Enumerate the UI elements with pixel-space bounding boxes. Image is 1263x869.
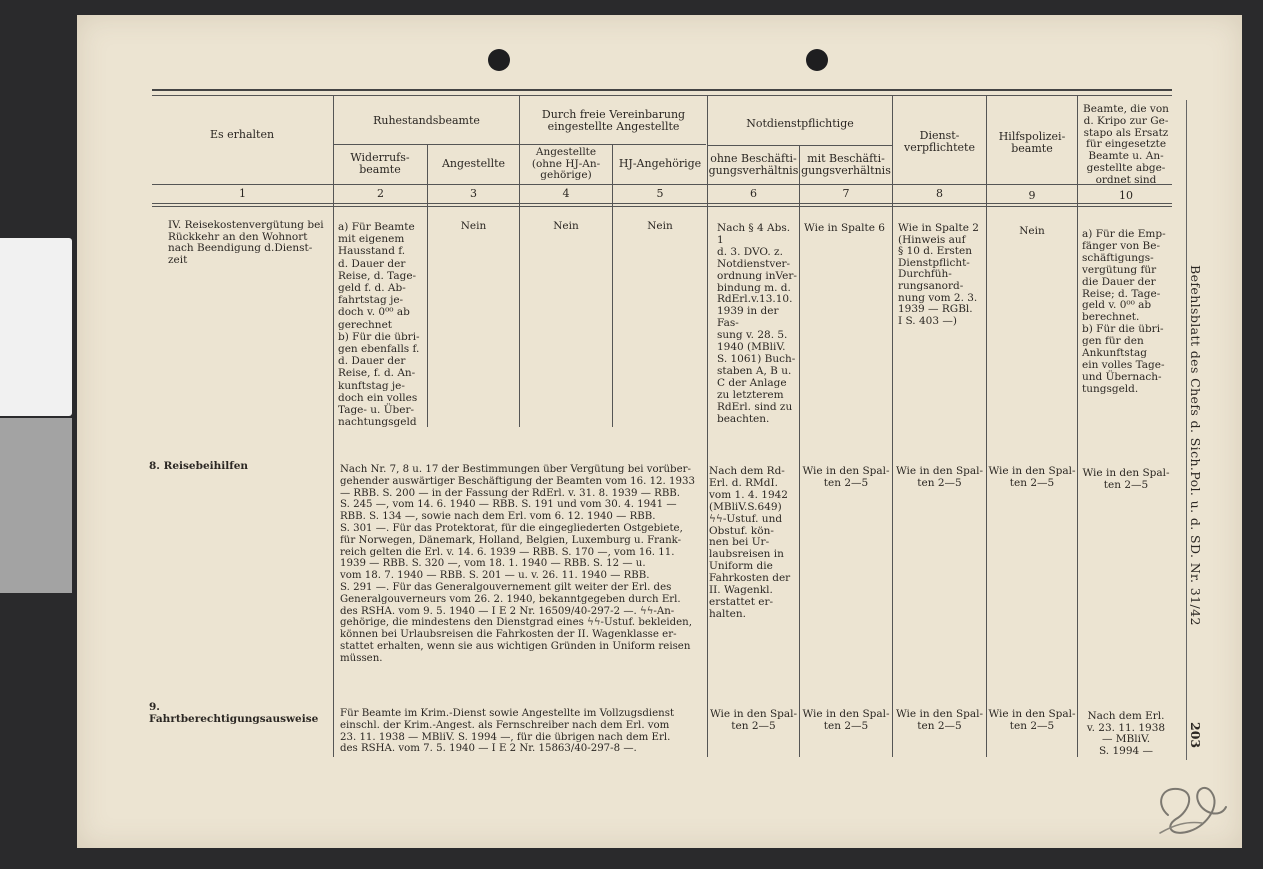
header-ohne-hj: Angestellte (ohne HJ-An- gehörige): [531, 146, 601, 181]
row-iv-label: IV. Reisekostenvergütung bei Rückkehr an den Wohnort nach Beendigung d.Dienst- zeit: [168, 219, 324, 266]
row-9-label: 9. Fahrtberechtigungsausweise: [149, 701, 319, 725]
punch-hole-left: [488, 49, 510, 71]
page-number: 203: [1188, 722, 1203, 749]
number-rule-thin: [152, 206, 1172, 207]
col-number: 8: [936, 187, 943, 200]
row-8-text: Nach Nr. 7, 8 u. 17 der Bestimmungen über Vergütung bei vorüber- gehender auswärtiger Beschäftigung der Beamten vom 16. 12. 1933 — RBB. S. 200 — in der Fassung der RdErl. v. 31. 8. 1939 — RBB. S. 245 —, vom 14. 6. 1940 — RBB. S. 191 und vom 30. 4. 1941 — RBB. S. 134 —, sowie nach dem Erl. vom 6. 12. 1940 — RBB. S. 301 —. Für das Protektorat, für die eingegliederten Ostgebiete, für Norwegen, Dänemark, Holland, Belgien, Luxemburg u. Frank- reich gelten die Erl. v. 14. 6. 1939 — RBB. S. 170 —, vom 16. 11. 1939 — RBB. S. 320 —, vom 18. 1. 1940 — RBB. S. 12 — u. vom 18. 7. 1940 — RBB. S. 201 — u. v. 26. 11. 1940 — RBB. S. 291 —. Für das Generalgouvernement gilt weiter der Erl. des Generalgouverneurs vom 26. 2. 1940, bekanntgegeben durch Erl. des RSHA. vom 9. 5. 1940 — I E 2 Nr. 16509/40-297-2 —. ϟϟ-An- gehörige, die mindestens den Dienstgrad eines ϟϟ-Ustuf. bekleiden, können bei Urlaubsreisen die Fahrkosten der II. Wagenklasse er- stattet erhalten, wenn sie aus wichtigen Gründen in Uniform reisen müssen.: [340, 464, 695, 664]
col-number: 2: [377, 187, 384, 200]
row-iv-dienstverpflichtete: Wie in Spalte 2 (Hinweis auf § 10 d. Ersten Dienstpflicht- Durchfüh- rungsanord- nung vom 2. 3. 1939 — RGBl. I S. 403 —): [898, 222, 979, 327]
col-number: 5: [656, 187, 664, 200]
row-iv-angestellte: Nein: [460, 220, 487, 232]
header-notdienstpflichtige: Notdienstpflichtige: [746, 117, 854, 130]
header-rule: [152, 184, 1172, 185]
header-ohne-beschaeftigung: ohne Beschäfti- gungsverhältnis: [708, 152, 799, 177]
row-9-hilfspolizei: Wie in den Spal- ten 2—5: [988, 708, 1076, 732]
header-ruhestandsbeamte: Ruhestandsbeamte: [373, 114, 480, 127]
row-iv-widerrufsbeamte: a) Für Beamte mit eigenem Hausstand f. d. Dauer der Reise, d. Tage- geld f. d. Ab- fahrtstag je- doch v. 0⁰⁰ ab gerechnet b) Für die übri- gen ebenfalls f. d. Dauer der Reise, f. d. An- kunftstag je- doch ein volles Tage- u. Über- nachtungsgeld: [338, 221, 420, 429]
header-dienstverpflichtete: Dienst- verpflichtete: [904, 129, 975, 154]
row-9-ohne-beschaeftigung: Wie in den Spal- ten 2—5: [709, 708, 798, 732]
row-9-dienstverpflichtete: Wie in den Spal- ten 2—5: [895, 708, 984, 732]
header-kripo-beamte: Beamte, die von d. Kripo zur Ge- stapo als Ersatz für eingesetzte Beamte u. An- gestellte abge- ordnet sind: [1083, 103, 1169, 186]
row-8-hilfspolizei: Wie in den Spal- ten 2—5: [988, 465, 1076, 489]
row-8-mit-beschaeftigung: Wie in den Spal- ten 2—5: [802, 465, 890, 489]
row-8-ohne-beschaeftigung: Nach dem Rd- Erl. d. RMdI. vom 1. 4. 1942 (MBliV.S.649) ϟϟ-Ustuf. und Obstuf. kön- nen bei Ur- laubsreisen in Uniform die Fahrkosten der II. Wagenkl. erstattet er- halten.: [709, 465, 791, 620]
col-divider: [799, 145, 800, 757]
row-8-label: 8. Reisebeihilfen: [149, 460, 249, 472]
row-iv-hilfspolizei: Nein: [1019, 225, 1045, 237]
table-top-rule: [152, 89, 1172, 91]
header-mit-beschaeftigung: mit Beschäfti- gungsverhältnis: [801, 152, 891, 177]
col-number: 7: [842, 187, 850, 200]
col-number: 6: [750, 187, 757, 200]
row-9-mit-beschaeftigung: Wie in den Spal- ten 2—5: [802, 708, 890, 732]
header-freie-vereinbarung: Durch freie Vereinbarung eingestellte Angestellte: [541, 108, 686, 133]
row-iv-mit-beschaeftigung: Wie in Spalte 6: [804, 222, 885, 234]
col-number: 10: [1119, 189, 1133, 202]
table-top-rule-thin: [152, 95, 1172, 96]
col-number: 4: [562, 187, 570, 200]
punch-hole-right: [806, 49, 828, 71]
header-hilfspolizeibeamte: Hilfspolizei- beamte: [998, 130, 1066, 155]
row-9-text: Für Beamte im Krim.-Dienst sowie Angestellte im Vollzugsdienst einschl. der Krim.-Angest. als Fernschreiber nach dem Erl. vom 23. 11. 1938 — MBliV. S. 1994 —, für die übrigen nach dem Erl. des RSHA. vom 7. 5. 1940 — I E 2 Nr. 15863/40-297-8 —.: [340, 708, 675, 755]
header-angestellte: Angestellte: [441, 157, 506, 170]
row-iv-ohne-hj: Nein: [553, 220, 579, 232]
group-rule-notdienst: [708, 145, 892, 146]
row-8-kripo: Wie in den Spal- ten 2—5: [1082, 467, 1170, 491]
row-8-dienstverpflichtete: Wie in den Spal- ten 2—5: [895, 465, 984, 489]
page-margin-rule: [1186, 100, 1187, 760]
header-widerrufsbeamte: Widerrufs- beamte: [350, 151, 410, 176]
row-iv-ohne-beschaeftigung: Nach § 4 Abs. 1 d. 3. DVO. z. Notdienstver- ordnung inVer- bindung m. d. RdErl.v.13.10. 1939 in der Fas- sung v. 28. 5. 1940 (MBliV. S. 1061) Buch- staben A, B u. C der Anlage zu letzterem RdErl. sind zu beachten.: [717, 222, 797, 425]
running-header-vertical: Befehlsblatt des Chefs d. Sich.Pol. u. d. SD. Nr. 31/42: [1188, 265, 1203, 626]
col-number: 1: [239, 187, 246, 200]
col-number: 3: [470, 187, 477, 200]
col-number: 9: [1028, 189, 1036, 202]
col-divider: [519, 95, 520, 427]
binder-tab-white: [0, 238, 72, 416]
header-es-erhalten: Es erhalten: [209, 128, 275, 141]
number-rule: [152, 203, 1172, 204]
binder-tab-grey: [0, 418, 72, 593]
pencil-mark: [1150, 775, 1232, 839]
row-9-kripo: Nach dem Erl. v. 23. 11. 1938 — MBliV. S. 1994 —: [1086, 710, 1166, 757]
row-iv-hj: Nein: [647, 220, 673, 232]
header-hj-angehoerige: HJ-Angehörige: [618, 157, 702, 170]
group-rule-left: [334, 144, 706, 145]
row-iv-kripo: a) Für die Emp- fänger von Be- schäftigungs- vergütung für die Dauer der Reise; d. Tage- geld v. 0⁰⁰ ab berechnet. b) Für die übri- gen für den Ankunftstag ein volles Tage- und Übernach- tungsgeld.: [1082, 228, 1166, 395]
